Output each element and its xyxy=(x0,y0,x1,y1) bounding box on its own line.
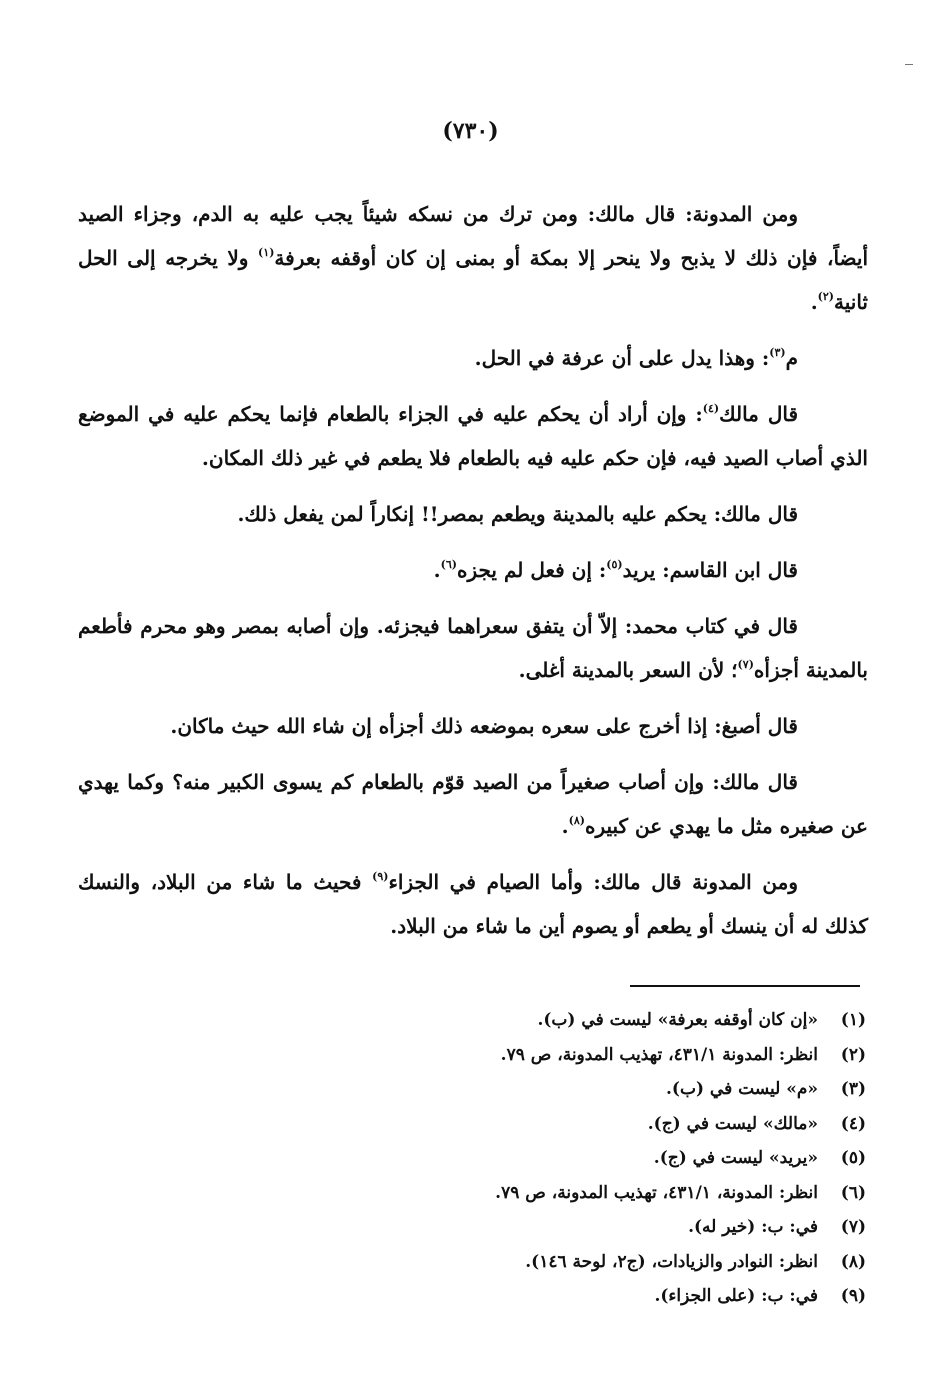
paragraph xyxy=(78,392,868,480)
footnote-ref[interactable]: (٦) xyxy=(440,558,457,571)
footnote-ref[interactable]: (٥) xyxy=(606,558,623,571)
footnote-number: (٥) xyxy=(840,1148,866,1168)
paragraph-text: ومن المدونة: قال مالك: ومن ترك من نسكه شيئاً يجب عليه به الدم، وجزاء الصيد أيضاً، فإن ذلك لا يذبح ولا ينحر إلا بمكة أو بمنى إن كان أوقفه بعرفة xyxy=(78,202,868,270)
paragraph-text: قال أصبغ: إذا أخرج على سعره بموضعه ذلك أجزأه إن شاء الله حيث ماكان. xyxy=(170,714,798,738)
paragraph-text: : إن فعل لم يجزه xyxy=(457,558,607,582)
footnote-item xyxy=(306,1210,866,1245)
paragraph-text: . xyxy=(433,558,441,582)
paragraph-text: : وهذا يدل على أن عرفة في الحل. xyxy=(474,346,770,370)
paragraph xyxy=(78,704,868,748)
footnote-ref[interactable]: (٧) xyxy=(737,658,754,671)
footnote-ref[interactable]: (٨) xyxy=(568,814,585,827)
footnote-item xyxy=(306,1107,866,1142)
footnote-number: (١) xyxy=(840,1010,866,1030)
footnotes-list xyxy=(306,1003,866,1314)
paragraph xyxy=(78,760,868,848)
footnote-number: (٩) xyxy=(840,1286,866,1306)
footnote-ref[interactable]: (٩) xyxy=(372,870,389,883)
main-text xyxy=(78,192,868,960)
footnote-number: (٤) xyxy=(840,1113,866,1134)
paragraph xyxy=(78,192,868,324)
footnote-number: (٨) xyxy=(840,1251,866,1272)
footnote-text: انظر: النوادر والزيادات، (ج٢، لوحة ١٤٦). xyxy=(525,1251,818,1272)
footnote-separator xyxy=(630,985,860,987)
footnote-item xyxy=(306,1279,866,1314)
paragraph-text: فحيث ما شاء من البلاد، والنسك كذلك له أن ينسك أو يطعم أو يصوم أين ما شاء من البلاد. xyxy=(78,870,868,938)
scan-mark xyxy=(905,64,913,65)
paragraph-text: . xyxy=(810,290,818,314)
footnote-item xyxy=(306,1245,866,1280)
footnote-number: (٦) xyxy=(840,1182,866,1203)
paragraph-text: : وإن أراد أن يحكم عليه في الجزاء بالطعام فإنما يحكم عليه في الموضع الذي أصاب الصيد فيه، فإن حكم عليه فيه بالطعام فلا يطعم في غير ذلك المكان. xyxy=(78,402,868,470)
footnote-item xyxy=(306,1176,866,1211)
paragraph-text: قال ابن القاسم: يريد xyxy=(622,558,798,582)
paragraph-text: م xyxy=(785,346,798,370)
footnote-number: (٧) xyxy=(840,1217,866,1237)
footnote-number: (٣) xyxy=(840,1079,866,1099)
footnote-text: «م» ليست في (ب). xyxy=(665,1079,818,1099)
footnote-item xyxy=(306,1003,866,1038)
footnote-number: (٢) xyxy=(840,1044,866,1065)
paragraph xyxy=(78,860,868,948)
paragraph-text: قال في كتاب محمد: إلاّ أن يتفق سعراهما فيجزئه. وإن أصابه بمصر وهو محرم فأطعم بالمدينة أجزأه xyxy=(78,614,868,682)
paragraph xyxy=(78,492,868,536)
footnote-ref[interactable]: (٢) xyxy=(817,290,835,303)
footnote-item xyxy=(306,1072,866,1107)
paragraph-text: قال مالك xyxy=(719,402,798,426)
footnote-ref[interactable]: (١) xyxy=(258,246,275,259)
footnote-text: «يريد» ليست في (ج). xyxy=(653,1148,818,1168)
paragraph-text: ولا يخرجه إلى الحل ثانية xyxy=(78,246,868,314)
paragraph-text: قال مالك: يحكم عليه بالمدينة ويطعم بمصر!! إنكاراً لمن يفعل ذلك. xyxy=(237,502,798,526)
footnote-text: في: ب: (خير له). xyxy=(688,1217,818,1237)
footnote-text: في: ب: (على الجزاء). xyxy=(654,1286,818,1306)
paragraph-text: ومن المدونة قال مالك: وأما الصيام في الجزاء xyxy=(388,870,798,894)
footnote-ref[interactable]: (٤) xyxy=(702,402,720,415)
footnote-text: انظر: المدونة ٤٣١/١، تهذيب المدونة، ص ٧٩. xyxy=(500,1044,818,1065)
paragraph xyxy=(78,336,868,380)
footnote-item xyxy=(306,1141,866,1176)
page-number: (٧٣٠) xyxy=(442,118,499,144)
paragraph-text: . xyxy=(561,814,569,838)
paragraph-text: قال مالك: وإن أصاب صغيراً من الصيد قوّم بالطعام كم يسوى الكبير منه؟ وكما يهدي عن صغيره مثل ما يهدي عن كبيره xyxy=(78,770,868,838)
paragraph xyxy=(78,548,868,592)
paragraph-text: ؛ لأن السعر بالمدينة أغلى. xyxy=(518,658,738,682)
paragraph xyxy=(78,604,868,692)
footnote-text: «مالك» ليست في (ج). xyxy=(647,1113,818,1134)
footnote-text: «إن كان أوقفه بعرفة» ليست في (ب). xyxy=(537,1010,818,1030)
footnote-item xyxy=(306,1038,866,1073)
footnote-ref[interactable]: (٣) xyxy=(769,346,786,359)
footnote-text: انظر: المدونة، ٤٣١/١، تهذيب المدونة، ص ٧٩. xyxy=(495,1182,818,1203)
